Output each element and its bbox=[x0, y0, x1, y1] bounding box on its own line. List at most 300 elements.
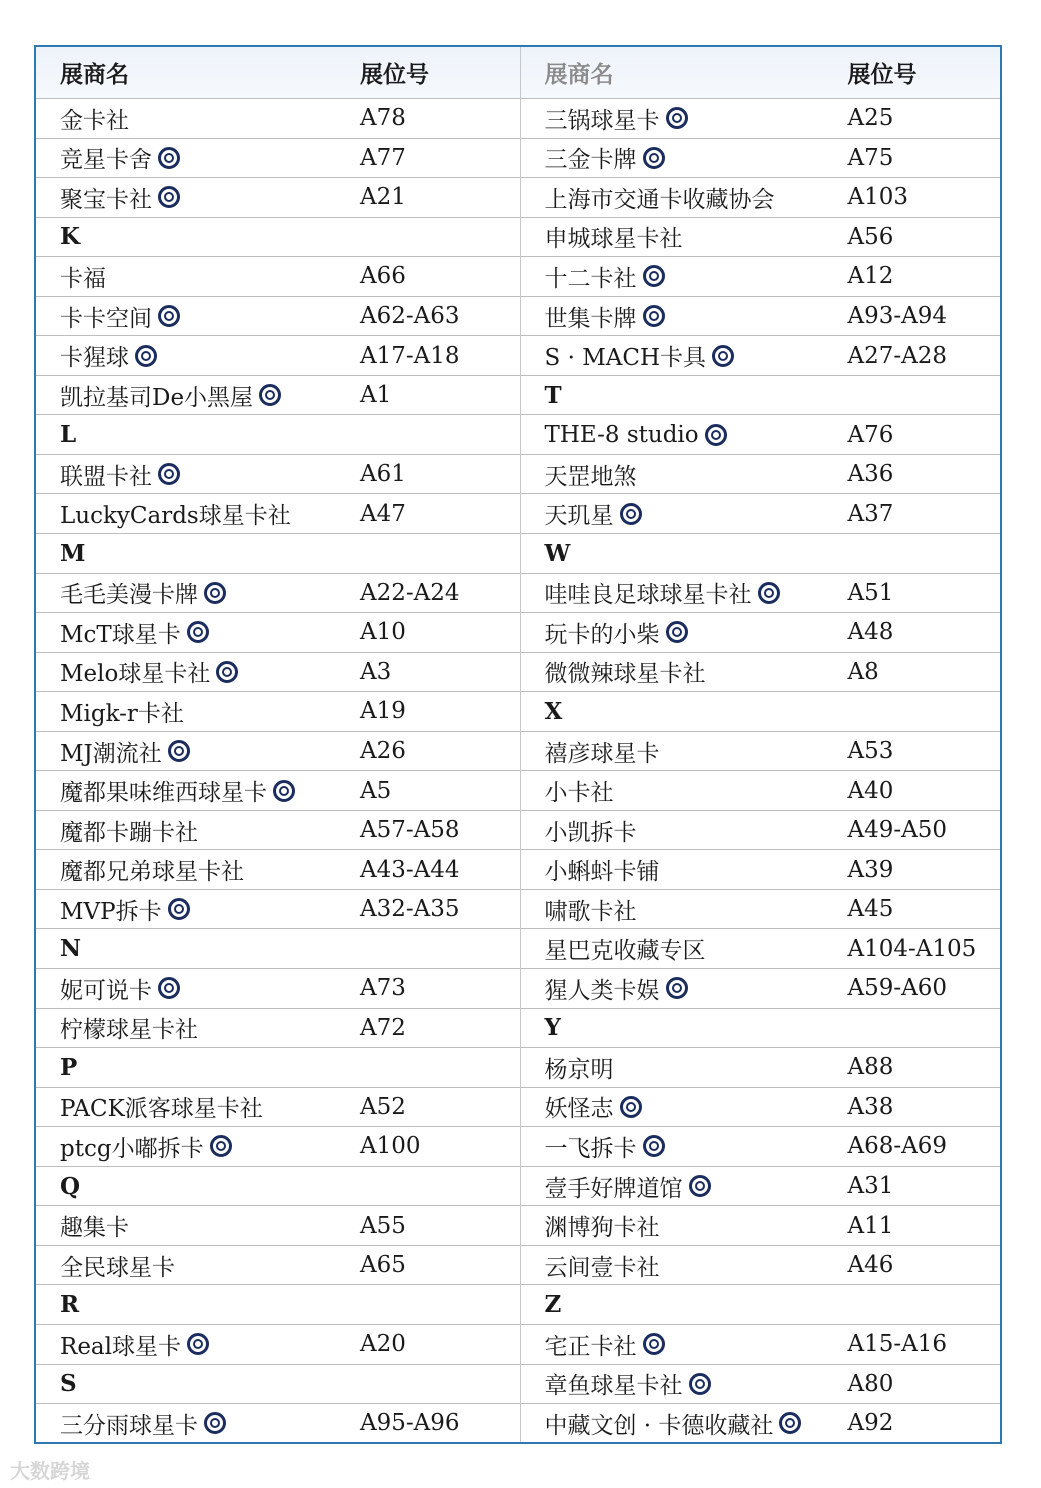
letter-group-row bbox=[36, 1364, 520, 1404]
table-row bbox=[521, 1364, 1001, 1404]
booth-number: A45 bbox=[847, 896, 894, 923]
booth-number: A88 bbox=[847, 1054, 894, 1081]
double-circle-icon bbox=[158, 147, 180, 169]
exhibitor-name bbox=[521, 1130, 848, 1163]
booth-number: A49-A50 bbox=[847, 817, 948, 844]
booth-number: A57-A58 bbox=[360, 817, 460, 844]
table-row bbox=[521, 1047, 1001, 1087]
exhibitor-name-text: 玩卡的小柴 bbox=[544, 621, 660, 648]
letter-group-row bbox=[36, 1166, 520, 1206]
table-row bbox=[521, 296, 1001, 336]
booth-number: A51 bbox=[847, 579, 894, 606]
booth-number: A55 bbox=[360, 1212, 406, 1239]
exhibitor-name-text: 一飞拆卡 bbox=[544, 1135, 637, 1162]
table-row bbox=[36, 177, 520, 217]
exhibitor-name-text: 三分雨球星卡 bbox=[60, 1412, 198, 1439]
exhibitor-name bbox=[521, 1090, 848, 1123]
booth-number: A66 bbox=[360, 263, 406, 290]
booth-number: A77 bbox=[360, 144, 406, 171]
exhibitor-table bbox=[34, 45, 1002, 1444]
exhibitor-name-text: 中藏文创 · 卡德收藏社 bbox=[544, 1412, 774, 1439]
exhibitor-name-text: K bbox=[60, 223, 80, 251]
exhibitor-name bbox=[36, 893, 360, 926]
exhibitor-name-text: Melo球星卡社 bbox=[60, 661, 211, 688]
exhibitor-name-text: N bbox=[60, 935, 82, 963]
exhibitor-name-text: 宅正卡社 bbox=[544, 1333, 637, 1360]
exhibitor-name bbox=[521, 972, 848, 1005]
exhibitor-name bbox=[521, 1367, 848, 1400]
booth-number: A92 bbox=[847, 1410, 894, 1437]
booth-number: A17-A18 bbox=[360, 342, 460, 369]
exhibitor-name-text: M bbox=[60, 539, 86, 567]
table-row bbox=[36, 770, 520, 810]
exhibitor-name-text: 世集卡牌 bbox=[544, 305, 637, 332]
booth-number: A62-A63 bbox=[360, 303, 460, 329]
exhibitor-name-text: Z bbox=[544, 1291, 562, 1319]
double-circle-icon bbox=[158, 463, 180, 485]
exhibitor-name-text: 天罡地煞 bbox=[544, 463, 637, 490]
exhibitor-name-text: T bbox=[544, 381, 562, 409]
exhibitor-name bbox=[36, 300, 360, 333]
exhibitor-name bbox=[521, 220, 848, 253]
double-circle-icon bbox=[643, 305, 665, 327]
exhibitor-name-text: Real球星卡 bbox=[60, 1333, 181, 1360]
exhibitor-name-text: R bbox=[60, 1291, 80, 1319]
booth-number: A22-A24 bbox=[360, 579, 460, 606]
double-circle-icon bbox=[187, 1333, 209, 1355]
exhibitor-name-text: Y bbox=[544, 1014, 561, 1042]
exhibitor-name bbox=[521, 698, 848, 725]
double-circle-icon bbox=[187, 621, 209, 643]
booth-number: A100 bbox=[360, 1133, 421, 1160]
booth-number: A93-A94 bbox=[847, 303, 948, 329]
booth-number: A12 bbox=[847, 263, 894, 290]
table-row bbox=[521, 731, 1001, 771]
booth-number: A56 bbox=[847, 223, 894, 250]
table-row bbox=[521, 256, 1001, 296]
booth-number: A53 bbox=[847, 738, 894, 765]
header-booth-number: 展位号 bbox=[847, 61, 917, 88]
booth-number: A76 bbox=[847, 421, 894, 448]
exhibitor-name bbox=[521, 458, 848, 491]
table-row bbox=[36, 296, 520, 336]
header-row bbox=[521, 47, 1001, 98]
exhibitor-name-text: 卡卡空间 bbox=[60, 305, 152, 332]
exhibitor-name-text: W bbox=[544, 539, 571, 567]
table-row bbox=[521, 968, 1001, 1008]
table-row bbox=[36, 612, 520, 652]
table-row bbox=[36, 1205, 520, 1245]
letter-group-row bbox=[521, 1284, 1001, 1324]
exhibitor-name bbox=[36, 1209, 360, 1242]
double-circle-icon bbox=[158, 977, 180, 999]
table-row bbox=[36, 493, 520, 533]
booth-number: A39 bbox=[847, 856, 894, 883]
letter-group-row bbox=[36, 414, 520, 454]
letter-group-row bbox=[36, 1047, 520, 1087]
exhibitor-name bbox=[36, 655, 360, 688]
exhibitor-name bbox=[521, 1291, 848, 1318]
exhibitor-name bbox=[36, 972, 360, 1005]
booth-number: A15-A16 bbox=[847, 1331, 948, 1358]
exhibitor-name bbox=[36, 853, 360, 886]
exhibitor-name bbox=[36, 1173, 360, 1200]
exhibitor-name bbox=[36, 1130, 360, 1163]
exhibitor-name bbox=[521, 422, 848, 448]
table-row bbox=[36, 889, 520, 929]
table-row bbox=[521, 573, 1001, 613]
exhibitor-name bbox=[36, 774, 360, 807]
exhibitor-name-text: 妖怪志 bbox=[544, 1096, 614, 1123]
booth-number: A32-A35 bbox=[360, 896, 460, 923]
exhibitor-name bbox=[36, 695, 360, 728]
exhibitor-name-text: 哇哇良足球球星卡社 bbox=[544, 582, 752, 609]
table-row bbox=[36, 375, 520, 415]
exhibitor-name bbox=[521, 141, 848, 174]
booth-number: A38 bbox=[847, 1093, 894, 1120]
exhibitor-name-text: Q bbox=[60, 1172, 81, 1200]
exhibitor-name bbox=[521, 814, 848, 847]
table-row bbox=[521, 217, 1001, 257]
double-circle-icon bbox=[158, 305, 180, 327]
exhibitor-name bbox=[521, 497, 848, 530]
exhibitor-name bbox=[36, 616, 360, 649]
header-exhibitor-name: 展商名 bbox=[544, 61, 614, 88]
exhibitor-name bbox=[521, 932, 848, 965]
exhibitor-name-text: 渊博狗卡社 bbox=[544, 1215, 660, 1242]
double-circle-icon bbox=[643, 1333, 665, 1355]
table-row bbox=[36, 968, 520, 1008]
exhibitor-name bbox=[36, 379, 360, 412]
exhibitor-name-text: 章鱼球星卡社 bbox=[544, 1373, 683, 1400]
table-row bbox=[521, 138, 1001, 178]
booth-number: A104-A105 bbox=[847, 935, 977, 962]
exhibitor-name bbox=[36, 1249, 360, 1282]
exhibitor-name-text: 趣集卡 bbox=[60, 1215, 129, 1242]
double-circle-icon bbox=[216, 661, 238, 683]
exhibitor-name bbox=[36, 102, 360, 135]
exhibitor-name-text: 星巴克收藏专区 bbox=[544, 938, 706, 965]
exhibitor-name bbox=[521, 576, 848, 609]
table-row bbox=[36, 849, 520, 889]
double-circle-icon bbox=[158, 186, 180, 208]
exhibitor-name-text: 三金卡牌 bbox=[544, 147, 637, 174]
double-circle-icon bbox=[689, 1373, 711, 1395]
exhibitor-name bbox=[36, 1370, 360, 1397]
table-row bbox=[36, 1087, 520, 1127]
letter-group-row bbox=[521, 375, 1001, 415]
table-row bbox=[521, 493, 1001, 533]
booth-number: A47 bbox=[360, 500, 406, 527]
letter-group-row bbox=[36, 217, 520, 257]
booth-number: A1 bbox=[360, 382, 392, 409]
table-row bbox=[521, 1205, 1001, 1245]
exhibitor-name-text: Migk-r卡社 bbox=[60, 700, 184, 727]
exhibitor-name bbox=[36, 497, 360, 530]
double-circle-icon bbox=[210, 1135, 232, 1157]
exhibitor-name bbox=[36, 814, 360, 847]
exhibitor-name bbox=[36, 935, 360, 962]
letter-group-row bbox=[521, 691, 1001, 731]
exhibitor-name-text: 联盟卡社 bbox=[60, 463, 152, 490]
exhibitor-name-text: 三锅球星卡 bbox=[544, 107, 660, 134]
exhibitor-name-text: 柠檬球星卡社 bbox=[60, 1017, 198, 1044]
exhibitor-name-text: MJ潮流社 bbox=[60, 740, 162, 767]
letter-group-row bbox=[521, 1008, 1001, 1048]
exhibitor-name bbox=[521, 1328, 848, 1361]
double-circle-icon bbox=[643, 265, 665, 287]
double-circle-icon bbox=[643, 1135, 665, 1157]
exhibitor-name-text: 壹手好牌道馆 bbox=[544, 1175, 683, 1202]
exhibitor-name-text: MVP拆卡 bbox=[60, 898, 162, 925]
booth-number: A40 bbox=[847, 777, 894, 804]
table-row bbox=[521, 849, 1001, 889]
exhibitor-name-text: 天玑星 bbox=[544, 503, 614, 530]
booth-number: A27-A28 bbox=[847, 342, 948, 369]
table-row bbox=[36, 1403, 520, 1443]
letter-group-row bbox=[521, 533, 1001, 573]
letter-group-row bbox=[36, 928, 520, 968]
double-circle-icon bbox=[620, 503, 642, 525]
exhibitor-name bbox=[521, 893, 848, 926]
left-column bbox=[36, 47, 520, 1442]
booth-number: A59-A60 bbox=[847, 975, 948, 1002]
table-row bbox=[36, 335, 520, 375]
exhibitor-name bbox=[36, 1407, 360, 1440]
booth-number: A46 bbox=[847, 1252, 894, 1279]
exhibitor-name bbox=[521, 853, 848, 886]
exhibitor-name bbox=[36, 576, 360, 609]
exhibitor-name bbox=[521, 102, 848, 135]
exhibitor-name bbox=[36, 458, 360, 491]
table-row bbox=[521, 1087, 1001, 1127]
exhibitor-name-text: 禧彦球星卡 bbox=[544, 740, 660, 767]
table-row bbox=[36, 1008, 520, 1048]
exhibitor-name-text: L bbox=[60, 421, 77, 449]
exhibitor-name-text: 杨京明 bbox=[544, 1056, 614, 1083]
table-row bbox=[521, 810, 1001, 850]
double-circle-icon bbox=[620, 1096, 642, 1118]
booth-number: A26 bbox=[360, 738, 406, 765]
exhibitor-name-text: 全民球星卡 bbox=[60, 1254, 175, 1281]
exhibitor-name bbox=[36, 1011, 360, 1044]
exhibitor-name bbox=[521, 616, 848, 649]
double-circle-icon bbox=[666, 621, 688, 643]
exhibitor-name bbox=[36, 1328, 360, 1361]
booth-number: A48 bbox=[847, 619, 894, 646]
booth-number: A75 bbox=[847, 144, 894, 171]
table-row bbox=[521, 177, 1001, 217]
exhibitor-name bbox=[36, 540, 360, 567]
table-row bbox=[36, 138, 520, 178]
exhibitor-name bbox=[521, 540, 848, 567]
exhibitor-name bbox=[521, 382, 848, 409]
double-circle-icon bbox=[712, 345, 734, 367]
exhibitor-name-text: 妮可说卡 bbox=[60, 977, 152, 1004]
exhibitor-name-text: 猩人类卡娱 bbox=[544, 977, 660, 1004]
exhibitor-name bbox=[521, 339, 848, 372]
double-circle-icon bbox=[666, 977, 688, 999]
booth-number: A43-A44 bbox=[360, 856, 460, 883]
exhibitor-name bbox=[521, 1170, 848, 1203]
exhibitor-name bbox=[36, 1291, 360, 1318]
table-row bbox=[521, 928, 1001, 968]
booth-number: A36 bbox=[847, 461, 894, 488]
table-row bbox=[521, 98, 1001, 138]
exhibitor-name-text: 小蝌蚪卡铺 bbox=[544, 859, 660, 886]
table-row bbox=[36, 256, 520, 296]
exhibitor-name-text: 云间壹卡社 bbox=[544, 1254, 660, 1281]
exhibitor-name-text: ptcg小嘟拆卡 bbox=[60, 1135, 204, 1162]
exhibitor-name bbox=[521, 1014, 848, 1041]
booth-number: A37 bbox=[847, 500, 894, 527]
exhibitor-name bbox=[521, 655, 848, 688]
table-row bbox=[521, 612, 1001, 652]
booth-number: A80 bbox=[847, 1370, 894, 1397]
booth-number: A65 bbox=[360, 1252, 406, 1279]
exhibitor-name bbox=[36, 260, 360, 293]
table-row bbox=[521, 770, 1001, 810]
exhibitor-name-text: 十二卡社 bbox=[544, 265, 637, 292]
booth-number: A31 bbox=[847, 1173, 894, 1200]
double-circle-icon bbox=[135, 345, 157, 367]
table-row bbox=[36, 731, 520, 771]
table-row bbox=[36, 810, 520, 850]
table-row bbox=[521, 335, 1001, 375]
letter-group-row bbox=[36, 533, 520, 573]
booth-number: A25 bbox=[847, 105, 894, 132]
exhibitor-name bbox=[521, 181, 848, 214]
exhibitor-name bbox=[36, 339, 360, 372]
header-booth-number: 展位号 bbox=[360, 61, 429, 88]
table-row bbox=[521, 1166, 1001, 1206]
double-circle-icon bbox=[204, 1412, 226, 1434]
booth-number: A103 bbox=[847, 184, 909, 211]
exhibitor-name-text: S · MACH卡具 bbox=[544, 345, 707, 372]
exhibitor-name-text: 卡猩球 bbox=[60, 345, 129, 372]
booth-number: A8 bbox=[847, 658, 879, 685]
exhibitor-name bbox=[36, 421, 360, 448]
right-column bbox=[520, 47, 1001, 1442]
exhibitor-name bbox=[521, 260, 848, 293]
exhibitor-name bbox=[521, 1407, 848, 1440]
booth-number: A95-A96 bbox=[360, 1410, 460, 1437]
double-circle-icon bbox=[204, 582, 226, 604]
exhibitor-name-text: 魔都卡蹦卡社 bbox=[60, 819, 198, 846]
exhibitor-name-text: 魔都兄弟球星卡社 bbox=[60, 859, 244, 886]
booth-number: A21 bbox=[360, 184, 406, 211]
exhibitor-name-text: 卡福 bbox=[60, 265, 106, 292]
double-circle-icon bbox=[643, 147, 665, 169]
exhibitor-name-text: 上海市交通卡收藏协会 bbox=[544, 186, 775, 213]
booth-number: A52 bbox=[360, 1093, 406, 1120]
exhibitor-name bbox=[36, 181, 360, 214]
exhibitor-name-text: LuckyCards球星卡社 bbox=[60, 503, 291, 530]
double-circle-icon bbox=[168, 740, 190, 762]
table-row bbox=[36, 573, 520, 613]
exhibitor-name bbox=[521, 1051, 848, 1084]
exhibitor-name bbox=[36, 735, 360, 768]
exhibitor-name-text: 魔都果味维西球星卡 bbox=[60, 780, 267, 807]
exhibitor-name-text: 聚宝卡社 bbox=[60, 186, 152, 213]
double-circle-icon bbox=[779, 1412, 801, 1434]
booth-number: A72 bbox=[360, 1014, 406, 1041]
exhibitor-name-text: 微微辣球星卡社 bbox=[544, 661, 706, 688]
exhibitor-name bbox=[521, 1249, 848, 1282]
double-circle-icon bbox=[273, 780, 295, 802]
exhibitor-name bbox=[36, 1090, 360, 1123]
double-circle-icon bbox=[666, 107, 688, 129]
double-circle-icon bbox=[758, 582, 780, 604]
table-row bbox=[521, 1324, 1001, 1364]
booth-number: A10 bbox=[360, 619, 406, 646]
table-row bbox=[521, 414, 1001, 454]
table-row bbox=[36, 1245, 520, 1285]
table-row bbox=[521, 1403, 1001, 1443]
table-row bbox=[521, 454, 1001, 494]
exhibitor-name-text: P bbox=[60, 1053, 78, 1081]
letter-group-row bbox=[36, 1284, 520, 1324]
exhibitor-name-text: 小凯拆卡 bbox=[544, 819, 637, 846]
exhibitor-name bbox=[36, 1054, 360, 1081]
exhibitor-name-text: PACK派客球星卡社 bbox=[60, 1096, 263, 1123]
exhibitor-name-text: 金卡社 bbox=[60, 107, 129, 134]
booth-number: A61 bbox=[360, 461, 406, 488]
exhibitor-name-text: 凯拉基司De小黑屋 bbox=[60, 384, 254, 411]
exhibitor-name-text: McT球星卡 bbox=[60, 621, 181, 648]
exhibitor-name-text: 申城球星卡社 bbox=[544, 226, 683, 253]
exhibitor-name bbox=[36, 141, 360, 174]
exhibitor-name-text: THE-8 studio bbox=[544, 421, 699, 448]
double-circle-icon bbox=[168, 898, 190, 920]
exhibitor-name-text: 毛毛美漫卡牌 bbox=[60, 582, 198, 609]
booth-number: A3 bbox=[360, 658, 392, 685]
exhibitor-name-text: S bbox=[60, 1370, 77, 1398]
booth-number: A73 bbox=[360, 975, 406, 1002]
header-exhibitor-name: 展商名 bbox=[60, 61, 129, 88]
booth-number: A68-A69 bbox=[847, 1133, 948, 1160]
watermark-logo: 大数跨境 bbox=[10, 1459, 90, 1483]
table-row bbox=[521, 1245, 1001, 1285]
exhibitor-name-text: 小卡社 bbox=[544, 780, 614, 807]
double-circle-icon bbox=[259, 384, 281, 406]
booth-number: A78 bbox=[360, 105, 406, 132]
exhibitor-name bbox=[521, 1209, 848, 1242]
booth-number: A20 bbox=[360, 1331, 406, 1358]
exhibitor-name bbox=[521, 300, 848, 333]
exhibitor-name bbox=[36, 223, 360, 250]
header-row bbox=[36, 47, 520, 98]
table-row bbox=[36, 454, 520, 494]
double-circle-icon bbox=[689, 1175, 711, 1197]
booth-number: A11 bbox=[847, 1212, 894, 1239]
double-circle-icon bbox=[705, 424, 727, 446]
table-row bbox=[36, 691, 520, 731]
table-row bbox=[36, 652, 520, 692]
table-row bbox=[36, 1126, 520, 1166]
table-row bbox=[521, 652, 1001, 692]
exhibitor-name bbox=[521, 735, 848, 768]
table-row bbox=[521, 889, 1001, 929]
exhibitor-name bbox=[521, 774, 848, 807]
booth-number: A5 bbox=[360, 777, 392, 804]
exhibitor-name-text: 竞星卡舍 bbox=[60, 147, 152, 174]
table-row bbox=[36, 1324, 520, 1364]
exhibitor-name-text: X bbox=[544, 697, 563, 725]
table-row bbox=[36, 98, 520, 138]
table-row bbox=[521, 1126, 1001, 1166]
booth-number: A19 bbox=[360, 698, 406, 725]
